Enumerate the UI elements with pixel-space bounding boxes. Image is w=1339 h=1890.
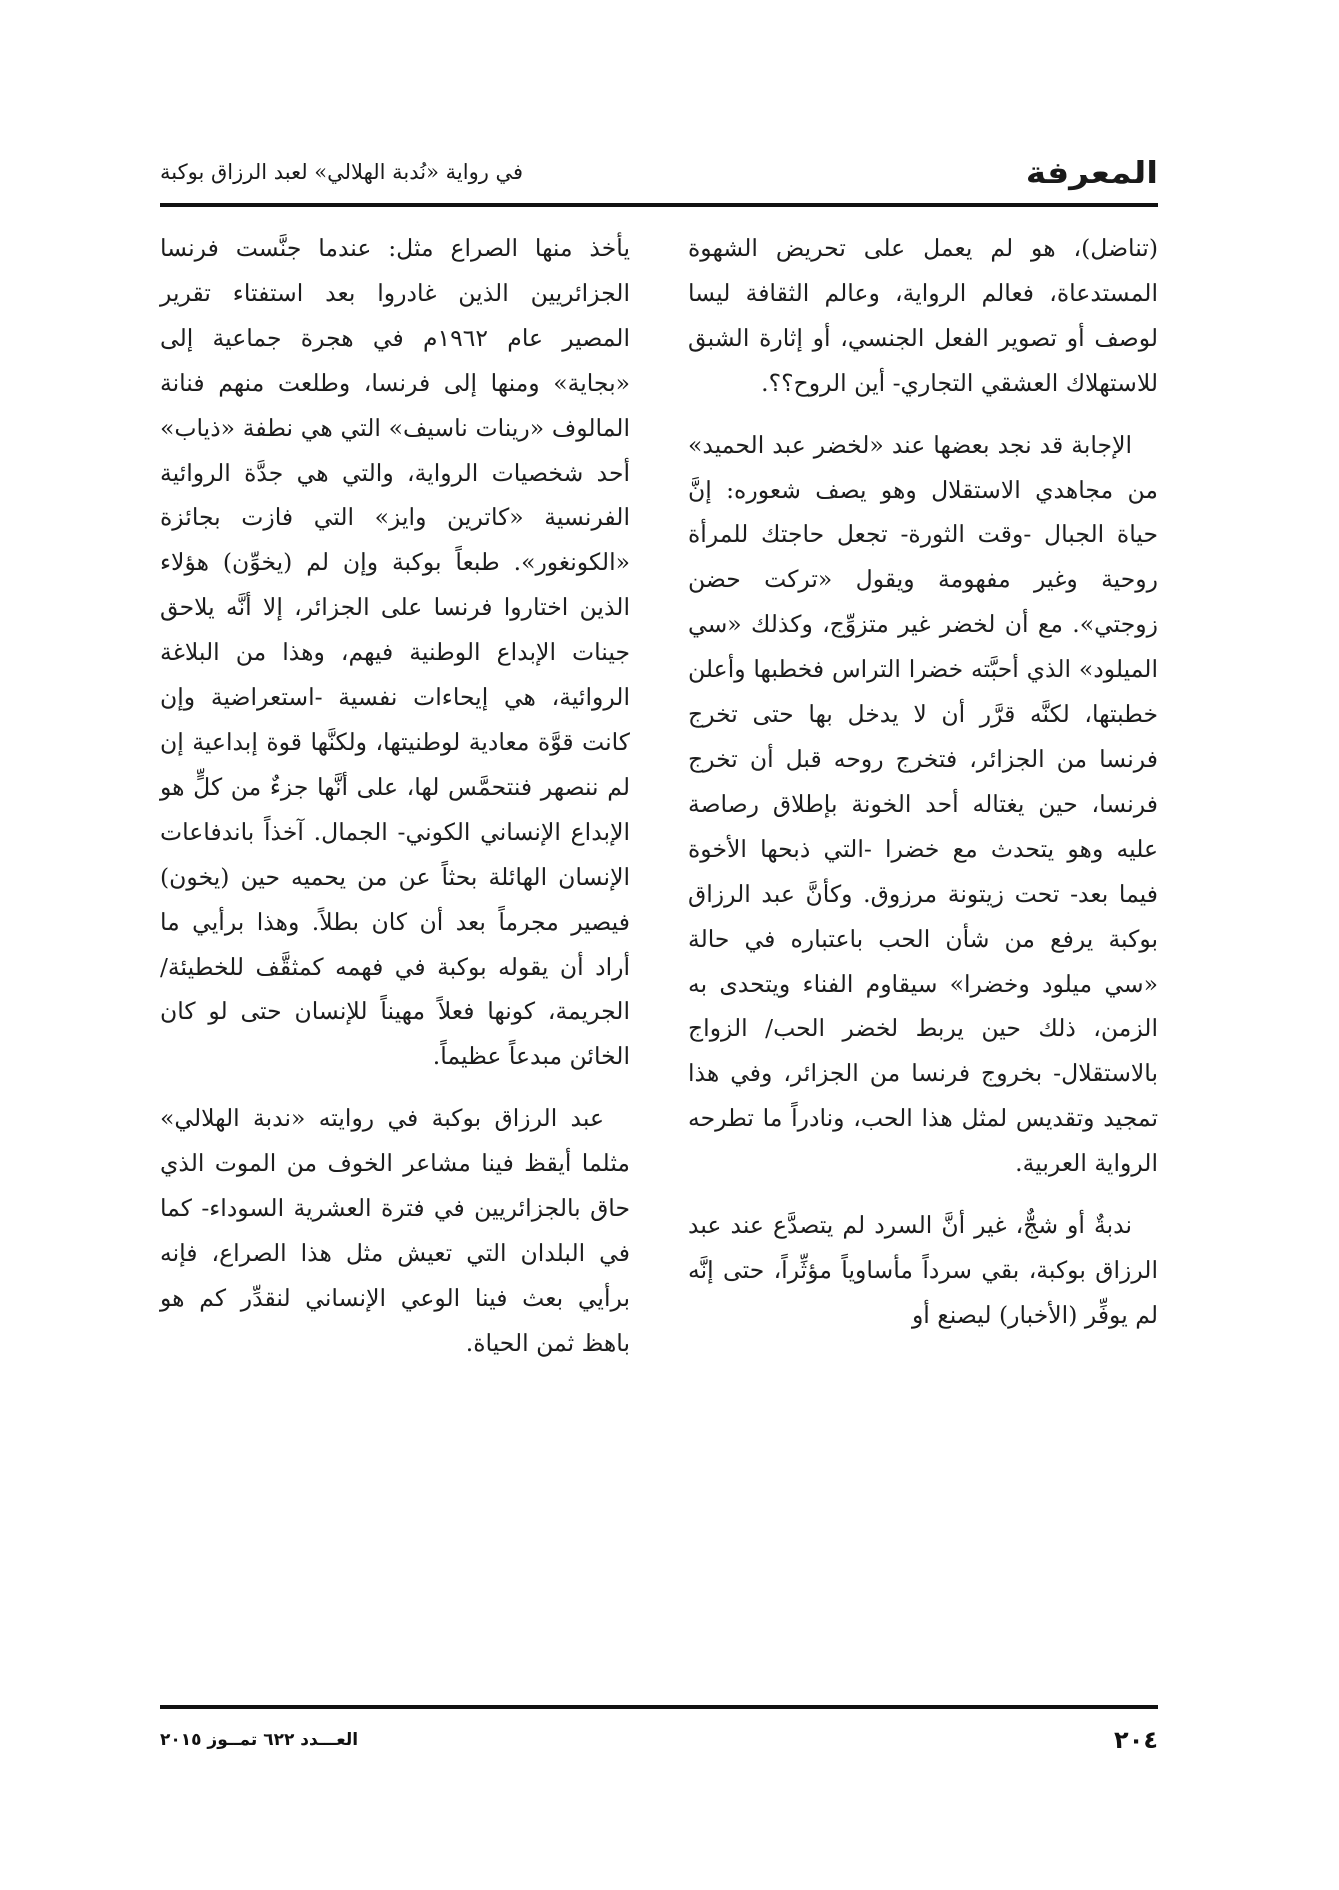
issue-info: العـــدد ٦٢٢ تمــوز ٢٠١٥	[160, 1730, 359, 1750]
right-column	[688, 226, 1158, 1338]
paragraph: (تناضل)، هو لم يعمل على تحريض الشهوة المستدعاة، فعالم الرواية، وعالم الثقافة ليسا لوصف أو تصوير الفعل الجنسي، أو إثارة الشبق للاستهلاك العشقي التجاري- أين الروح؟؟.	[688, 234, 1158, 397]
page-header	[160, 150, 1158, 200]
left-column	[160, 226, 630, 1366]
magazine-logo: المعرفة	[1025, 156, 1158, 191]
paragraph: يأخذ منها الصراع مثل: عندما جنَّست فرنسا الجزائريين الذين غادروا بعد استفتاء تقرير المصير عام ١٩٦٢م في هجرة جماعية إلى «بجاية» ومنها إلى فرنسا، وطلعت منهم فنانة المالوف «رينات ناسيف» التي هي نطفة «ذياب» أحد شخصيات الرواية، والتي هي جدَّة الروائية الفرنسية «كاترين وايز» التي فازت بجائزة «الكونغور». طبعاً بوكبة وإن لم (يخوِّن) هؤلاء الذين اختاروا فرنسا على الجزائر، إلا أنَّه يلاحق جينات الإبداع الوطنية فيهم، وهذا من البلاغة الروائية، هي إيحاءات نفسية -استعراضية وإن كانت قوَّة معادية لوطنيتها، ولكنَّها قوة إبداعية إن لم ننصهر فنتحمَّس لها، على أنَّها جزءٌ من كلٍّ هو الإبداع الإنساني الكوني- الجمال. آخذاً باندفاعات الإنسان الهائلة بحثاً عن من يحميه حين (يخون) فيصير مجرماً بعد أن كان بطلاً. وهذا برأيي ما أراد أن يقوله بوكبة في فهمه كمثقَّف للخطيئة/ الجريمة، كونها فعلاً مهيناً للإنسان حتى لو كان الخائن مبدعاً عظيماً.	[160, 234, 630, 1071]
paragraph: ندبةٌ أو شجٌّ، غير أنَّ السرد لم يتصدَّع عند عبد الرزاق بوكبة، بقي سرداً مأساوياً مؤثِّراً، حتى إنَّه لم يوفِّر (الأخبار) ليصنع أو	[688, 1211, 1158, 1329]
page-footer	[160, 1726, 1158, 1766]
running-title: في رواية «نُدبة الهلالي» لعبد الرزاق بوكبة	[160, 160, 524, 184]
paragraph: الإجابة قد نجد بعضها عند «لخضر عبد الحميد» من مجاهدي الاستقلال وهو يصف شعوره: إنَّ حياة الجبال -وقت الثورة- تجعل حاجتك للمرأة روحية وغير مفهومة ويقول «تركت حضن زوجتي». مع أن لخضر غير متزوِّج، وكذلك «سي الميلود» الذي أحبَّته خضرا التراس فخطبها وأعلن خطبتها، لكنَّه قرَّر أن لا يدخل بها حتى تخرج فرنسا من الجزائر، فتخرج روحه قبل أن تخرج فرنسا، حين يغتاله أحد الخونة بإطلاق رصاصة عليه وهو يتحدث مع خضرا -التي ذبحها الأخوة فيما بعد- تحت زيتونة مرزوق. وكأنَّ عبد الرزاق بوكبة يرفع من شأن الحب باعتباره في حالة «سي ميلود وخضرا» سيقاوم الفناء ويتحدى به الزمن، ذلك حين يربط لخضر الحب/ الزواج بالاستقلال- بخروج فرنسا من الجزائر، وفي هذا تمجيد وتقديس لمثل هذا الحب، ونادراً ما تطرحه الرواية العربية.	[688, 430, 1158, 1178]
paragraph: عبد الرزاق بوكبة في روايته «ندبة الهلالي» مثلما أيقظ فينا مشاعر الخوف من الموت الذي حاق بالجزائريين في فترة العشرية السوداء- كما في البلدان التي تعيش مثل هذا الصراع، فإنه برأيي بعث فينا الوعي الإنساني لنقدِّر كم هو باهظ ثمن الحياة.	[160, 1104, 630, 1357]
footer-rule	[160, 1705, 1158, 1709]
header-rule	[160, 203, 1158, 207]
page-number: ٢٠٤	[1114, 1726, 1158, 1754]
